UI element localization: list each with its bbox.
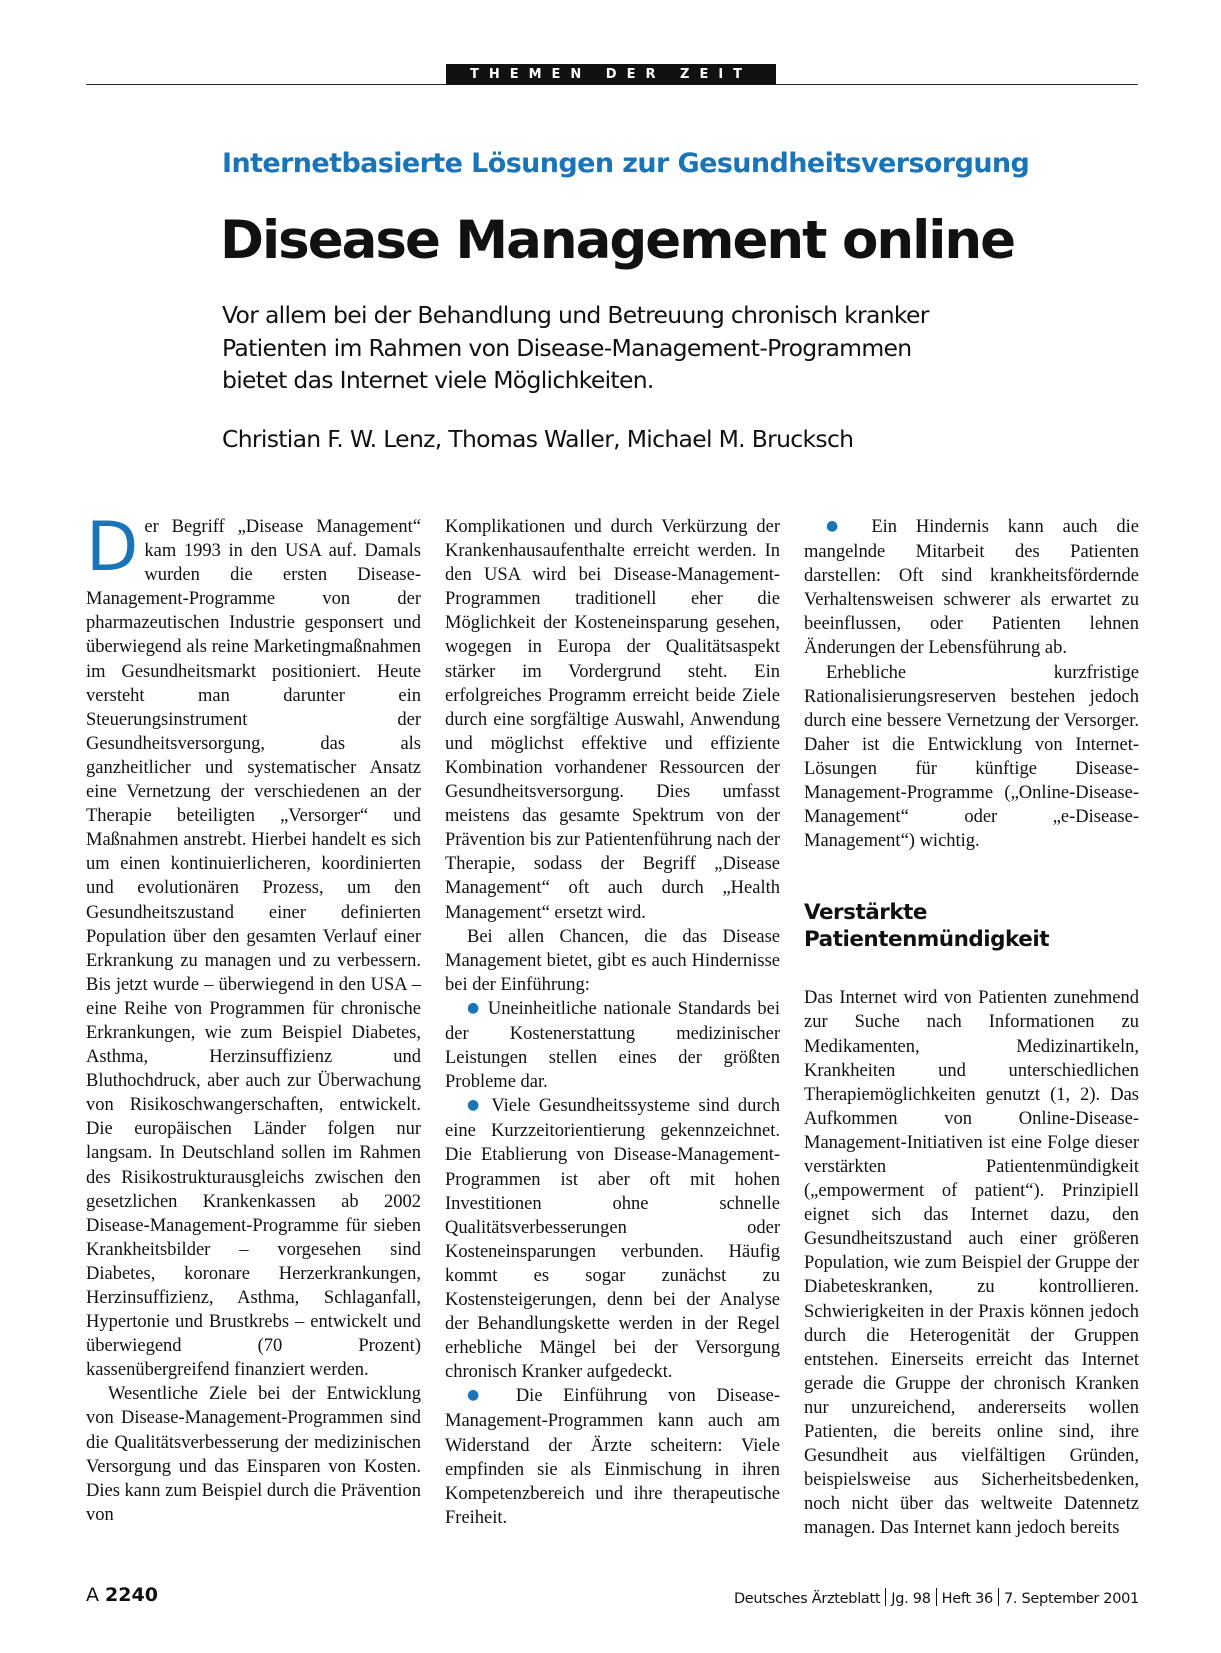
footer-divider bbox=[885, 1588, 886, 1606]
article-authors: Christian F. W. Lenz, Thomas Waller, Michael M. Brucksch bbox=[222, 425, 854, 453]
footer-divider bbox=[936, 1588, 937, 1606]
bullet-item bbox=[804, 515, 1139, 661]
text-column-1 bbox=[86, 508, 421, 1527]
footer-divider bbox=[998, 1588, 999, 1606]
paragraph-continued: Komplikationen und durch Verkürzung der Krankenhausaufenthalte erreicht werden. In den USA wird bei Disease-Management-Programmen traditionell eher die Möglichkeit der Kosteneinsparung gesehen, wogegen in Europa der Qualitätsaspekt stärker im Vordergrund steht. Ein erfolgreiches Programm erreicht beide Ziele durch eine sorgfältige Auswahl, Anwendung und möglichst effektive und effiziente Kombination vorhandener Ressourcen der Gesundheitsversorgung. Dies umfasst meistens das gesamte Spektrum von der Prävention bis zur Patientenführung nach der Therapie, sodass der Begriff „Disease Management“ oft auch durch „Health Management“ ersetzt wird. bbox=[445, 517, 780, 923]
bullet-icon: ● bbox=[467, 999, 482, 1016]
bullet-item bbox=[445, 1094, 780, 1384]
page-number bbox=[86, 1584, 158, 1606]
paragraph-rationalization: Erhebliche kurzfristige Rationalisierungsreserven bestehen jedoch durch eine bessere Vernetzung der Versorger. Daher ist die Entwicklung von Internet-Lösungen für künftige Disease-Management-Programme („Online-Disease-Management“ oder „e-Disease-Management“) wichtig. bbox=[804, 662, 1139, 852]
bullet-text: Ein Hindernis kann auch die mangelnde Mitarbeit des Patienten darstellen: Oft sind krankheitsfördernde Verhaltensweisen schwerer als erwartet zu beeinflussen, oder Patienten lehnen Änderungen der Lebensführung ab. bbox=[804, 517, 1140, 659]
text-column-2 bbox=[445, 515, 780, 1530]
journal-volume: Jg. 98 bbox=[891, 1591, 931, 1607]
bullet-text: Uneinheitliche nationale Standards bei der Kostenerstattung medizinischer Leistungen stellen eines der größten Probleme dar. bbox=[445, 998, 780, 1093]
paragraph-intro bbox=[86, 508, 421, 1382]
section-subheading: Verstärkte Patientenmündigkeit bbox=[804, 900, 1050, 953]
section-rubric: THEMEN DER ZEIT bbox=[446, 64, 776, 85]
page-number-value: 2240 bbox=[105, 1584, 158, 1606]
paragraph-obstacles-intro: Bei allen Chancen, die das Disease Management bietet, gibt es auch Hindernisse bei der Einführung: bbox=[445, 926, 780, 995]
drop-cap: D bbox=[86, 508, 139, 587]
text-column-3 bbox=[804, 515, 1139, 1540]
article-title: Disease Management online bbox=[220, 210, 1015, 271]
paragraph-intro-text: er Begriff „Disease Management“ kam 1993 in den USA auf. Damals wurden die ersten Disease-Management-Programme von der pharmazeutischen Industrie gesponsert und überwiegend als reine Marketingmaßnahmen im Gesundheitsmarkt positioniert. Heute versteht man darunter ein Steuerungsinstrument der Gesundheitsversorgung, das als ganzheitlicher und systematischer Ansatz eine Vernetzung der verschiedenen an der Therapie beteiligten „Versorger“ und Maßnahmen anstrebt. Hierbei handelt es sich um einen kontinuierlicheren, koordinierten und evolutionären Prozess, um den Gesundheitszustand einer definierten Population über den gesamten Verlauf einer Erkrankung zu managen und zu verbessern. Bis jetzt wurde – überwiegend in den USA – eine Reihe von Programmen für chronische Erkrankungen, wie zum Beispiel Diabetes, Asthma, Herzinsuffizienz und Bluthochdruck, aber auch zur Überwachung von Risikoschwangerschaften, entwickelt. Die europäischen Länder folgen nur langsam. In Deutschland sollen im Rahmen des Risikostrukturausgleichs zwischen den gesetzlichen Krankenkassen ab 2002 Disease-Management-Programme für sieben Krankheitsbilder – vorgesehen sind Diabetes, koronare Herzerkrankungen, Herzinsuffizienz, Asthma, Schlaganfall, Hypertonie und Brustkrebs – entwickelt und überwiegend (70 Prozent) kassenübergreifend finanziert werden. bbox=[86, 517, 421, 1381]
journal-issue: Heft 36 bbox=[941, 1591, 993, 1607]
bullet-text: Viele Gesundheitssysteme sind durch eine Kurzzeitorientierung gekennzeichnet. Die Etablierung von Disease-Management-Programmen ist aber oft mit hohen Investitionen ohne schnelle Qualitätsverbesserungen oder Kosteneinsparungen verbunden. Häufig kommt es sogar zunächst zu Kostensteigerungen, denn bei der Analyse der Behandlungskette werden in der Regel erhebliche Mängel bei der Versorgung chronisch Kranker aufgedeckt. bbox=[445, 1096, 780, 1383]
bullet-icon: ● bbox=[826, 518, 853, 534]
article-lead: Vor allem bei der Behandlung und Betreuung chronisch kranker Patienten im Rahmen von Disease-Management-Programmen bietet das Internet viele Möglichkeiten. bbox=[222, 301, 929, 394]
bullet-icon: ● bbox=[467, 1387, 496, 1404]
bullet-item bbox=[445, 1384, 780, 1530]
page-prefix: A bbox=[86, 1584, 99, 1606]
paragraph-goals: Wesentliche Ziele bei der Entwicklung von Disease-Management-Programmen sind die Qualitätsverbesserung der medizinischen Versorgung und das Einsparen von Kosten. Dies kann zum Beispiel durch die Prävention von bbox=[86, 1384, 421, 1525]
bullet-item bbox=[445, 997, 780, 1094]
bullet-icon: ● bbox=[467, 1097, 484, 1114]
journal-date: 7. September 2001 bbox=[1003, 1591, 1139, 1607]
paragraph-empowerment: Das Internet wird von Patienten zunehmend zur Suche nach Informationen zu Medikamenten, Medizinartikeln, Krankheiten und unterschiedlichen Therapiemöglichkeiten genutzt (1, 2). Das Aufkommen von Online-Disease-Management-Initiativen ist eine Folge dieser verstärkten Patientenmündigkeit („empowerment of patient“). Prinzipiell eignet sich das Internet dazu, den Gesundheitszustand auch einer größeren Population, wie zum Beispiel der Gruppe der Diabeteskranken, zu kontrollieren. Schwierigkeiten in der Praxis können jedoch durch die Heterogenität der Gruppen entstehen. Einerseits erreicht das Internet gerade die Gruppe der chronisch Kranken nur unzureichend, andererseits wollen Patienten, die bereits online sind, ihre Gesundheit aus vielfältigen Gründen, beispielsweise aus Sicherheitsbedenken, noch nicht über das weltweite Datennetz managen. Das Internet kann jedoch bereits bbox=[804, 988, 1139, 1539]
bullet-text: Die Einführung von Disease-Management-Programmen kann auch am Widerstand der Ärzte scheitern: Viele empfinden sie als Einmischung in ihren Kompetenzbereich und ihre therapeutische Freiheit. bbox=[445, 1386, 781, 1528]
journal-footer bbox=[734, 1588, 1139, 1607]
journal-name: Deutsches Ärzteblatt bbox=[733, 1591, 881, 1607]
article-kicker: Internetbasierte Lösungen zur Gesundheitsversorgung bbox=[222, 148, 1030, 179]
